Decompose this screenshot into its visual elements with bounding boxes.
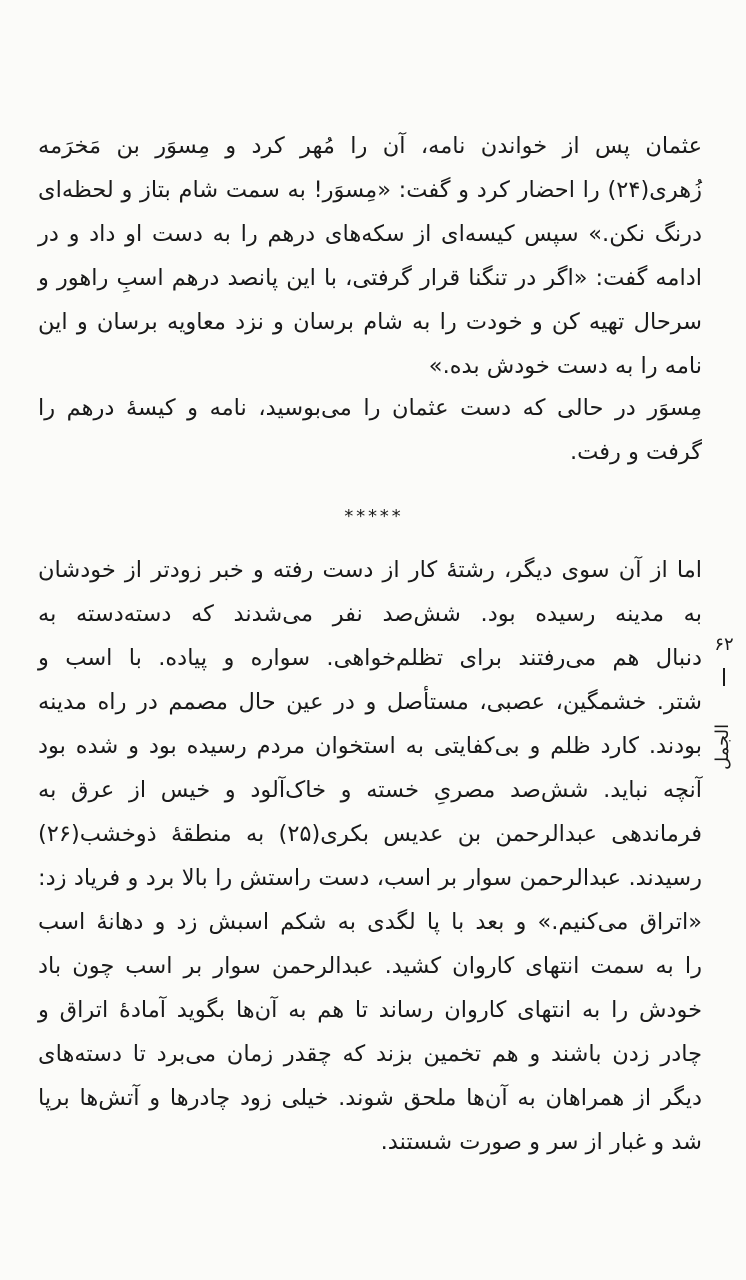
- text-line: آنچه نباید. شش‌صد مصریِ خسته و خاک‌آلود و خیس از عرق به: [38, 777, 702, 803]
- text-line: به مدینه رسیده بود. شش‌صد نفر می‌شدند که دسته‌دسته به: [38, 601, 702, 627]
- page-number: ۶۲: [714, 634, 734, 655]
- text-line: نامه را به دست خودش بده.»: [428, 353, 702, 379]
- paragraph-3: [38, 548, 702, 1164]
- text-line: درنگ نکن.» سپس کیسه‌ای از سکه‌های درهم را به دست او داد و در: [38, 221, 702, 247]
- paragraph-1: [38, 124, 702, 388]
- text-line: دیگر از همراهان به آن‌ها ملحق شوند. خیلی زود چادرها و آتش‌ها برپا: [38, 1085, 702, 1111]
- text-line: شتر. خشمگین، عصبی، مستأصل و در عین حال مصمم در راه مدینه: [38, 689, 702, 715]
- text-line: اما از آن سوی دیگر، رشتهٔ کار از دست رفته و خبر زودتر از خودشان: [38, 557, 702, 583]
- text-line: فرماندهی عبدالرحمن بن عدیس بکری(۲۵) به منطقهٔ ذوخشب(۲۶): [38, 821, 702, 847]
- text-line: سرحال تهیه کن و خودت را به شام برسان و نزد معاویه برسان و این: [38, 309, 702, 335]
- section-separator: *****: [343, 506, 403, 527]
- paragraph-2: [38, 386, 702, 474]
- running-title: الجمل: [712, 723, 733, 771]
- text-line: رسیدند. عبدالرحمن سوار بر اسب، دست راستش را بالا برد و فریاد زد:: [38, 865, 702, 891]
- text-line: بودند. کارد ظلم و بی‌کفایتی به استخوان مردم رسیده بود و شده بود: [38, 733, 702, 759]
- text-line: زُهری(۲۴) را احضار کرد و گفت: «مِسوَر! به سمت شام بتاز و لحظه‌ای: [38, 177, 702, 203]
- text-line: گرفت و رفت.: [569, 439, 702, 465]
- text-line: چادر زدن باشند و هم تخمین بزند که چقدر زمان می‌برد تا دسته‌های: [38, 1041, 702, 1067]
- text-line: مِسوَر در حالی که دست عثمان را می‌بوسید، نامه و کیسهٔ درهم را: [38, 395, 702, 421]
- text-line: عثمان پس از خواندن نامه، آن را مُهر کرد و مِسوَر بن مَخرَمه: [38, 133, 702, 159]
- text-line: شد و غبار از سر و صورت شستند.: [380, 1129, 702, 1155]
- text-line: را به سمت انتهای کاروان کشید. عبدالرحمن سوار بر اسب چون باد: [38, 953, 702, 979]
- text-line: «اتراق می‌کنیم.» و بعد با پا لگدی به شکم اسبش زد و دهانهٔ اسب: [38, 909, 702, 935]
- text-line: دنبال هم می‌رفتند برای تظلم‌خواهی. سواره و پیاده. با اسب و: [38, 645, 702, 671]
- text-line: خودش را به انتهای کاروان رساند تا هم به آن‌ها بگوید آمادهٔ اتراق و: [38, 997, 702, 1023]
- margin-label: [704, 634, 744, 784]
- text-line: ادامه گفت: «اگر در تنگنا قرار گرفتی، با این پانصد درهم اسبِ راهور و: [38, 265, 702, 291]
- margin-divider: [723, 668, 725, 686]
